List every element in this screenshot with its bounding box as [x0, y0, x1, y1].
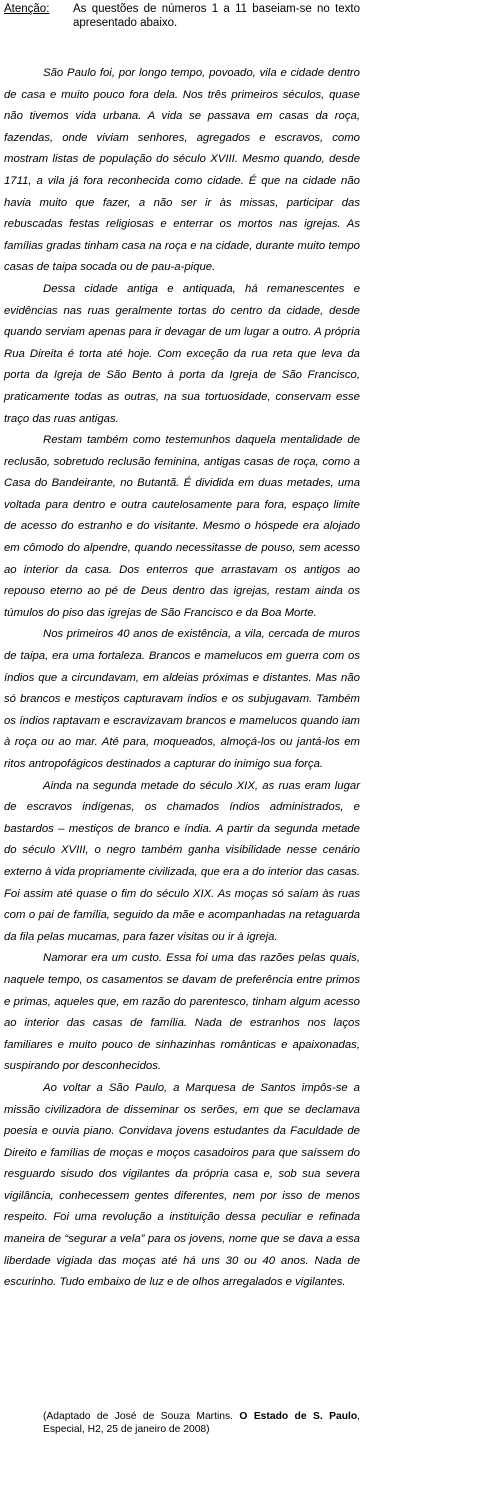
paragraph-4: Nos primeiros 40 anos de existência, a vila, cercada de muros de taipa, era uma fortaleza. Brancos e mamelucos em guerra com os índios que a circundavam, em aldeias próximas e distantes. Mas não só brancos e mestiços capturavam índios e os subjugavam. Também os índios raptavam e escravizavam brancos e mamelucos quando iam à roça ou ao mar. Até para, moqueados, almoçá-los ou jantá-los em ritos antropofágicos destinados a capturar do inimigo sua força.: [4, 628, 360, 770]
source-suffix: , Especial, H2, 25 de janeiro de 2008): [43, 1411, 361, 1435]
attention-note: [4, 2, 360, 30]
paragraph-7: Ao voltar a São Paulo, a Marquesa de Santos impôs-se a missão civilizadora de disseminar os serões, em que se declamava poesia e ouvia piano. Convidava jovens estudantes da Faculdade de Direito e famílias de moças e moços casadoiros para que saíssem do resguardo sisudo dos vigilantes da própria casa e, sob sua severa vigilância, conhecessem gentes diferentes, nem por isso de menos respeito. Foi uma revolução a instituição dessa peculiar e refinada maneira de “segurar a vela” para os jovens, nome que se dava a essa liberdade vigiada das moças até há uns 30 ou 40 anos. Nada de escurinho. Tudo embaixo de luz e de olhos arregalados e vigilantes.: [4, 1081, 360, 1289]
source-prefix: (Adaptado de José de Souza Martins.: [43, 1411, 240, 1422]
article-body: [4, 63, 360, 1294]
source-publication: O Estado de S. Paulo: [239, 1411, 358, 1422]
paragraph-6: Namorar era um custo. Essa foi uma das razões pelas quais, naquele tempo, os casamentos se davam de preferência entre primos e primas, aqueles que, em razão do parentesco, tinham algum acesso ao interior das casas de família. Nada de estranhos nos laços familiares e muito pouco de sinhazinhas românticas e apaixonadas, suspirando por desconhecidos.: [4, 952, 360, 1073]
paragraph-2: Dessa cidade antiga e antiquada, há remanescentes e evidências nas ruas geralmente tortas do centro da cidade, desde quando serviam apenas para ir devagar de um lugar a outro. A própria Rua Direita é torta até hoje. Com exceção da rua reta que leva da porta da Igreja de São Bento à porta da Igreja de São Francisco, praticamente todas as outras, na sua tortuosidade, conservam esse traço das ruas antigas.: [4, 282, 360, 425]
paragraph-3: Restam também como testemunhos daquela mentalidade de reclusão, sobretudo reclusão feminina, antigas casas de roça, como a Casa do Bandeirante, no Butantã. É dividida em duas metades, uma voltada para dentro e outra cautelosamente para fora, espaço limite de acesso do estranho e do visitante. Mesmo o hóspede era alojado em cômodo do alpendre, quando necessitasse de pouso, sem acesso ao interior da casa. Dos enterros que arrastavam os antigos ao repouso eterno ao pé de Deus dentro das igrejas, restam ainda os túmulos do piso das igrejas de São Francisco e da Boa Morte.: [4, 434, 360, 619]
paragraph-1: São Paulo foi, por longo tempo, povoado, vila e cidade dentro de casa e muito pouco fora dela. Nos três primeiros séculos, quase não tivemos vida urbana. A vida se passava em casas da roça, fazendas, onde viviam senhores, agregados e escravos, como mostram listas de população do século XVIII. Mesmo quando, desde 1711, a vila já fora reconhecida como cidade. É que na cidade não havia muito que fazer, a não ser ir às missas, participar das rebuscadas festas religiosas e enterrar os mortos nas igrejas. As famílias gradas tinham casa na roça e na cidade, durante muito tempo casas de taipa socada ou de pau-a-pique.: [4, 67, 360, 274]
paragraph-5: Ainda na segunda metade do século XIX, as ruas eram lugar de escravos indígenas, os chamados índios administrados, e bastardos – mestiços de branco e índia. A partir da segunda metade do século XVIII, o negro também ganha visibilidade nesse cenário externo à vida propriamente civilizada, que era a do interior das casas. Foi assim até quase o fim do século XIX. As moças só saíam às ruas com o pai de família, seguido da mãe e acompanhadas na retaguarda da fila pelas mucamas, para fazer visitas ou ir à igreja.: [4, 779, 360, 943]
source-citation: [43, 1410, 360, 1436]
attention-label: Atenção:: [4, 3, 50, 15]
attention-text: As questões de números 1 a 11 baseiam-se no texto apresentado abaixo.: [73, 3, 360, 29]
